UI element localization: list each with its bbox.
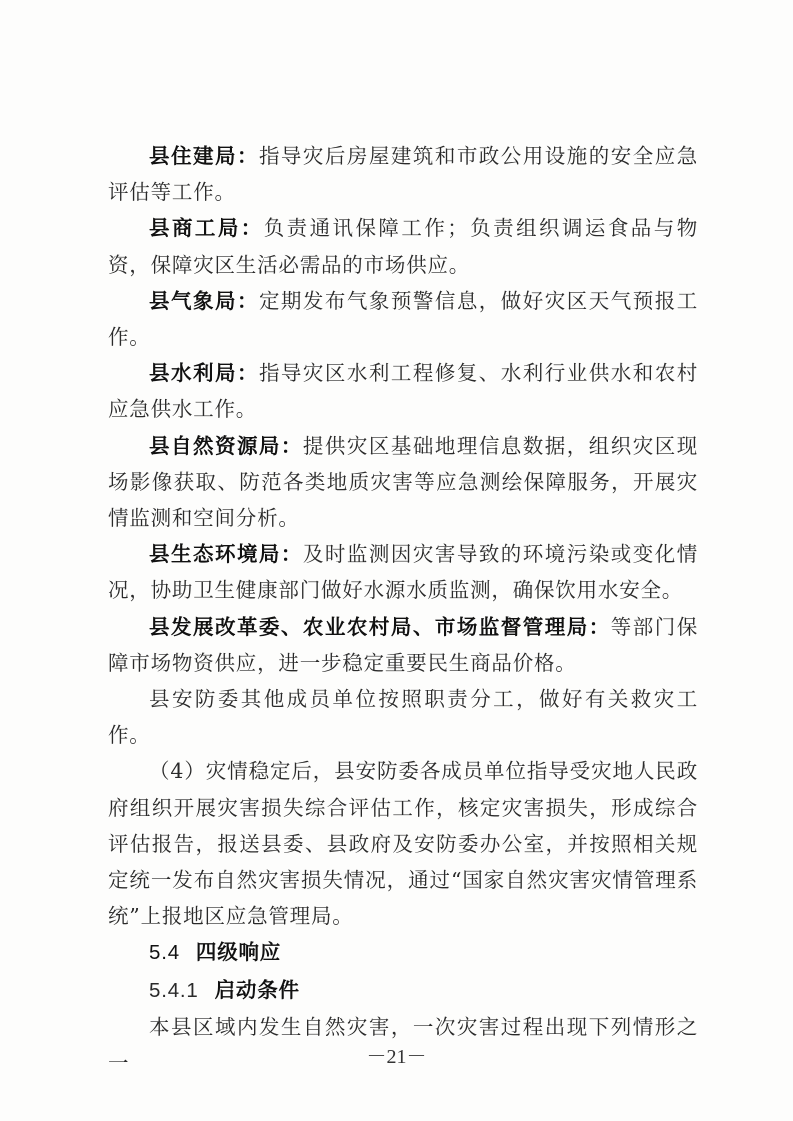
- section-number: 5.4: [149, 941, 180, 965]
- paragraph-text: 本县区域内发生自然灾害，一次灾害过程出现下列情形之一: [108, 1014, 698, 1076]
- paragraph-text: 指导灾后房屋建筑和市政公用设施的安全应急评估等工作。: [108, 144, 698, 205]
- paragraph-text: （4）灾情稳定后，县安防委各成员单位指导受灾地人民政府组织开展灾害损失综合评估工作，核定灾害损失，形成综合评估报告，报送县委、县政府及安防委办公室，并按照相关规定统一发布自然灾害损失情况，通过“国家自然灾害灾情管理系统”上报地区应急管理局。: [108, 759, 698, 929]
- section-title: 四级响应: [195, 940, 282, 965]
- agency-name: 县水利局：: [149, 361, 259, 386]
- paragraph-text: 提供灾区基础地理信息数据，组织灾区现场影像获取、防范各类地质灾害等应急测绘保障服务，开展灾情监测和空间分析。: [108, 433, 698, 531]
- paragraph-text: 及时监测因灾害导致的环境污染或变化情况，协助卫生健康部门做好水源水质监测，确保饮用水安全。: [108, 542, 698, 603]
- paragraph-ecology-bureau: [108, 536, 698, 608]
- paragraph-other-members: [108, 681, 698, 753]
- section-number: 5.4.1: [149, 978, 199, 1002]
- document-body: [108, 138, 698, 1081]
- paragraph-water-bureau: [108, 355, 698, 427]
- agency-name: 县自然资源局：: [149, 433, 303, 458]
- paragraph-text: 负责通讯保障工作；负责组织调运食品与物资，保障灾区生活必需品的市场供应。: [108, 216, 698, 277]
- paragraph-text: 县安防委其他成员单位按照职责分工，做好有关救灾工作。: [108, 687, 698, 748]
- section-heading-5-4: [108, 934, 698, 971]
- paragraph-text: 等部门保障市场物资供应，进一步稳定重要民生商品价格。: [108, 614, 698, 675]
- paragraph-assessment: [108, 753, 698, 934]
- paragraph-meteorology-bureau: [108, 283, 698, 355]
- page-number: －21－: [366, 1046, 427, 1068]
- paragraph-text: 指导灾区水利工程修复、水利行业供水和农村应急供水工作。: [108, 361, 698, 422]
- agency-name: 县气象局：: [149, 288, 259, 313]
- agency-name: 县商工局：: [149, 216, 264, 241]
- agency-name: 县发展改革委、农业农村局、市场监督管理局：: [149, 614, 611, 639]
- paragraph-natural-resources-bureau: [108, 428, 698, 537]
- paragraph-housing-bureau: [108, 138, 698, 210]
- paragraph-commerce-bureau: [108, 210, 698, 282]
- section-heading-5-4-1: [108, 972, 698, 1009]
- agency-name: 县住建局：: [149, 144, 259, 168]
- paragraph-text: 定期发布气象预警信息，做好灾区天气预报工作。: [108, 288, 698, 350]
- agency-name: 县生态环境局：: [149, 542, 303, 567]
- paragraph-development-agencies: [108, 609, 698, 681]
- section-title: 启动条件: [214, 977, 300, 1002]
